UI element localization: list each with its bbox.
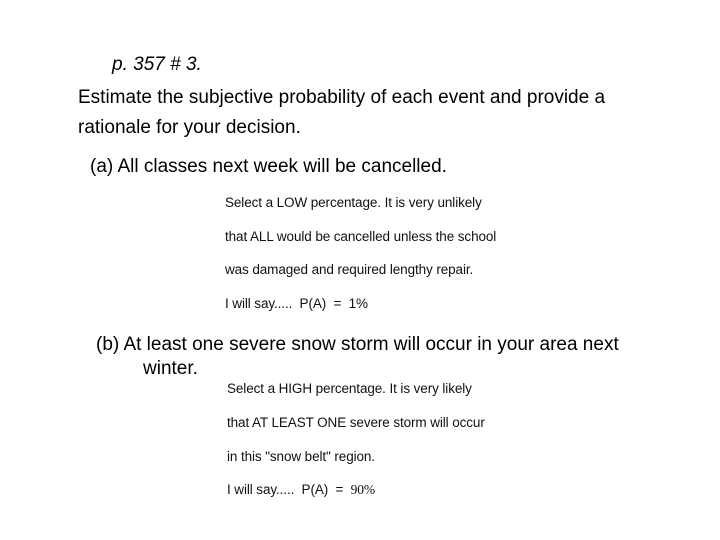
part-a-estimate bbox=[225, 296, 368, 311]
part-a-question: (a) All classes next week will be cancelled. bbox=[90, 156, 447, 177]
instructions-line-1: Estimate the subjective probability of each event and provide a bbox=[78, 87, 606, 108]
part-b-answer-line-1: Select a HIGH percentage. It is very likely bbox=[227, 381, 472, 396]
part-b-question-line-2: winter. bbox=[143, 358, 198, 379]
part-b-question bbox=[96, 333, 619, 381]
instructions-line-2: rationale for your decision. bbox=[78, 117, 301, 138]
part-b-question-line-1: (b) At least one severe snow storm will occur in your area next bbox=[96, 334, 619, 355]
part-b-answer-line-2: that AT LEAST ONE severe storm will occur bbox=[227, 415, 485, 430]
part-b-estimate-value: 90% bbox=[350, 482, 376, 497]
problem-heading: p. 357 # 3. bbox=[112, 54, 202, 75]
part-a-estimate-label: I will say..... P(A) = bbox=[225, 296, 349, 311]
part-a-answer-line-1: Select a LOW percentage. It is very unlikely bbox=[225, 195, 482, 210]
part-b-estimate bbox=[227, 482, 375, 498]
part-b-estimate-label: I will say..... P(A) = bbox=[227, 482, 351, 497]
part-a-answer-line-2: that ALL would be cancelled unless the school bbox=[225, 229, 497, 244]
part-b-answer-line-3: in this "snow belt" region. bbox=[227, 449, 375, 464]
instructions bbox=[78, 83, 678, 143]
part-a-answer-line-3: was damaged and required lengthy repair. bbox=[225, 262, 474, 277]
part-a-estimate-value: 1% bbox=[348, 296, 368, 311]
